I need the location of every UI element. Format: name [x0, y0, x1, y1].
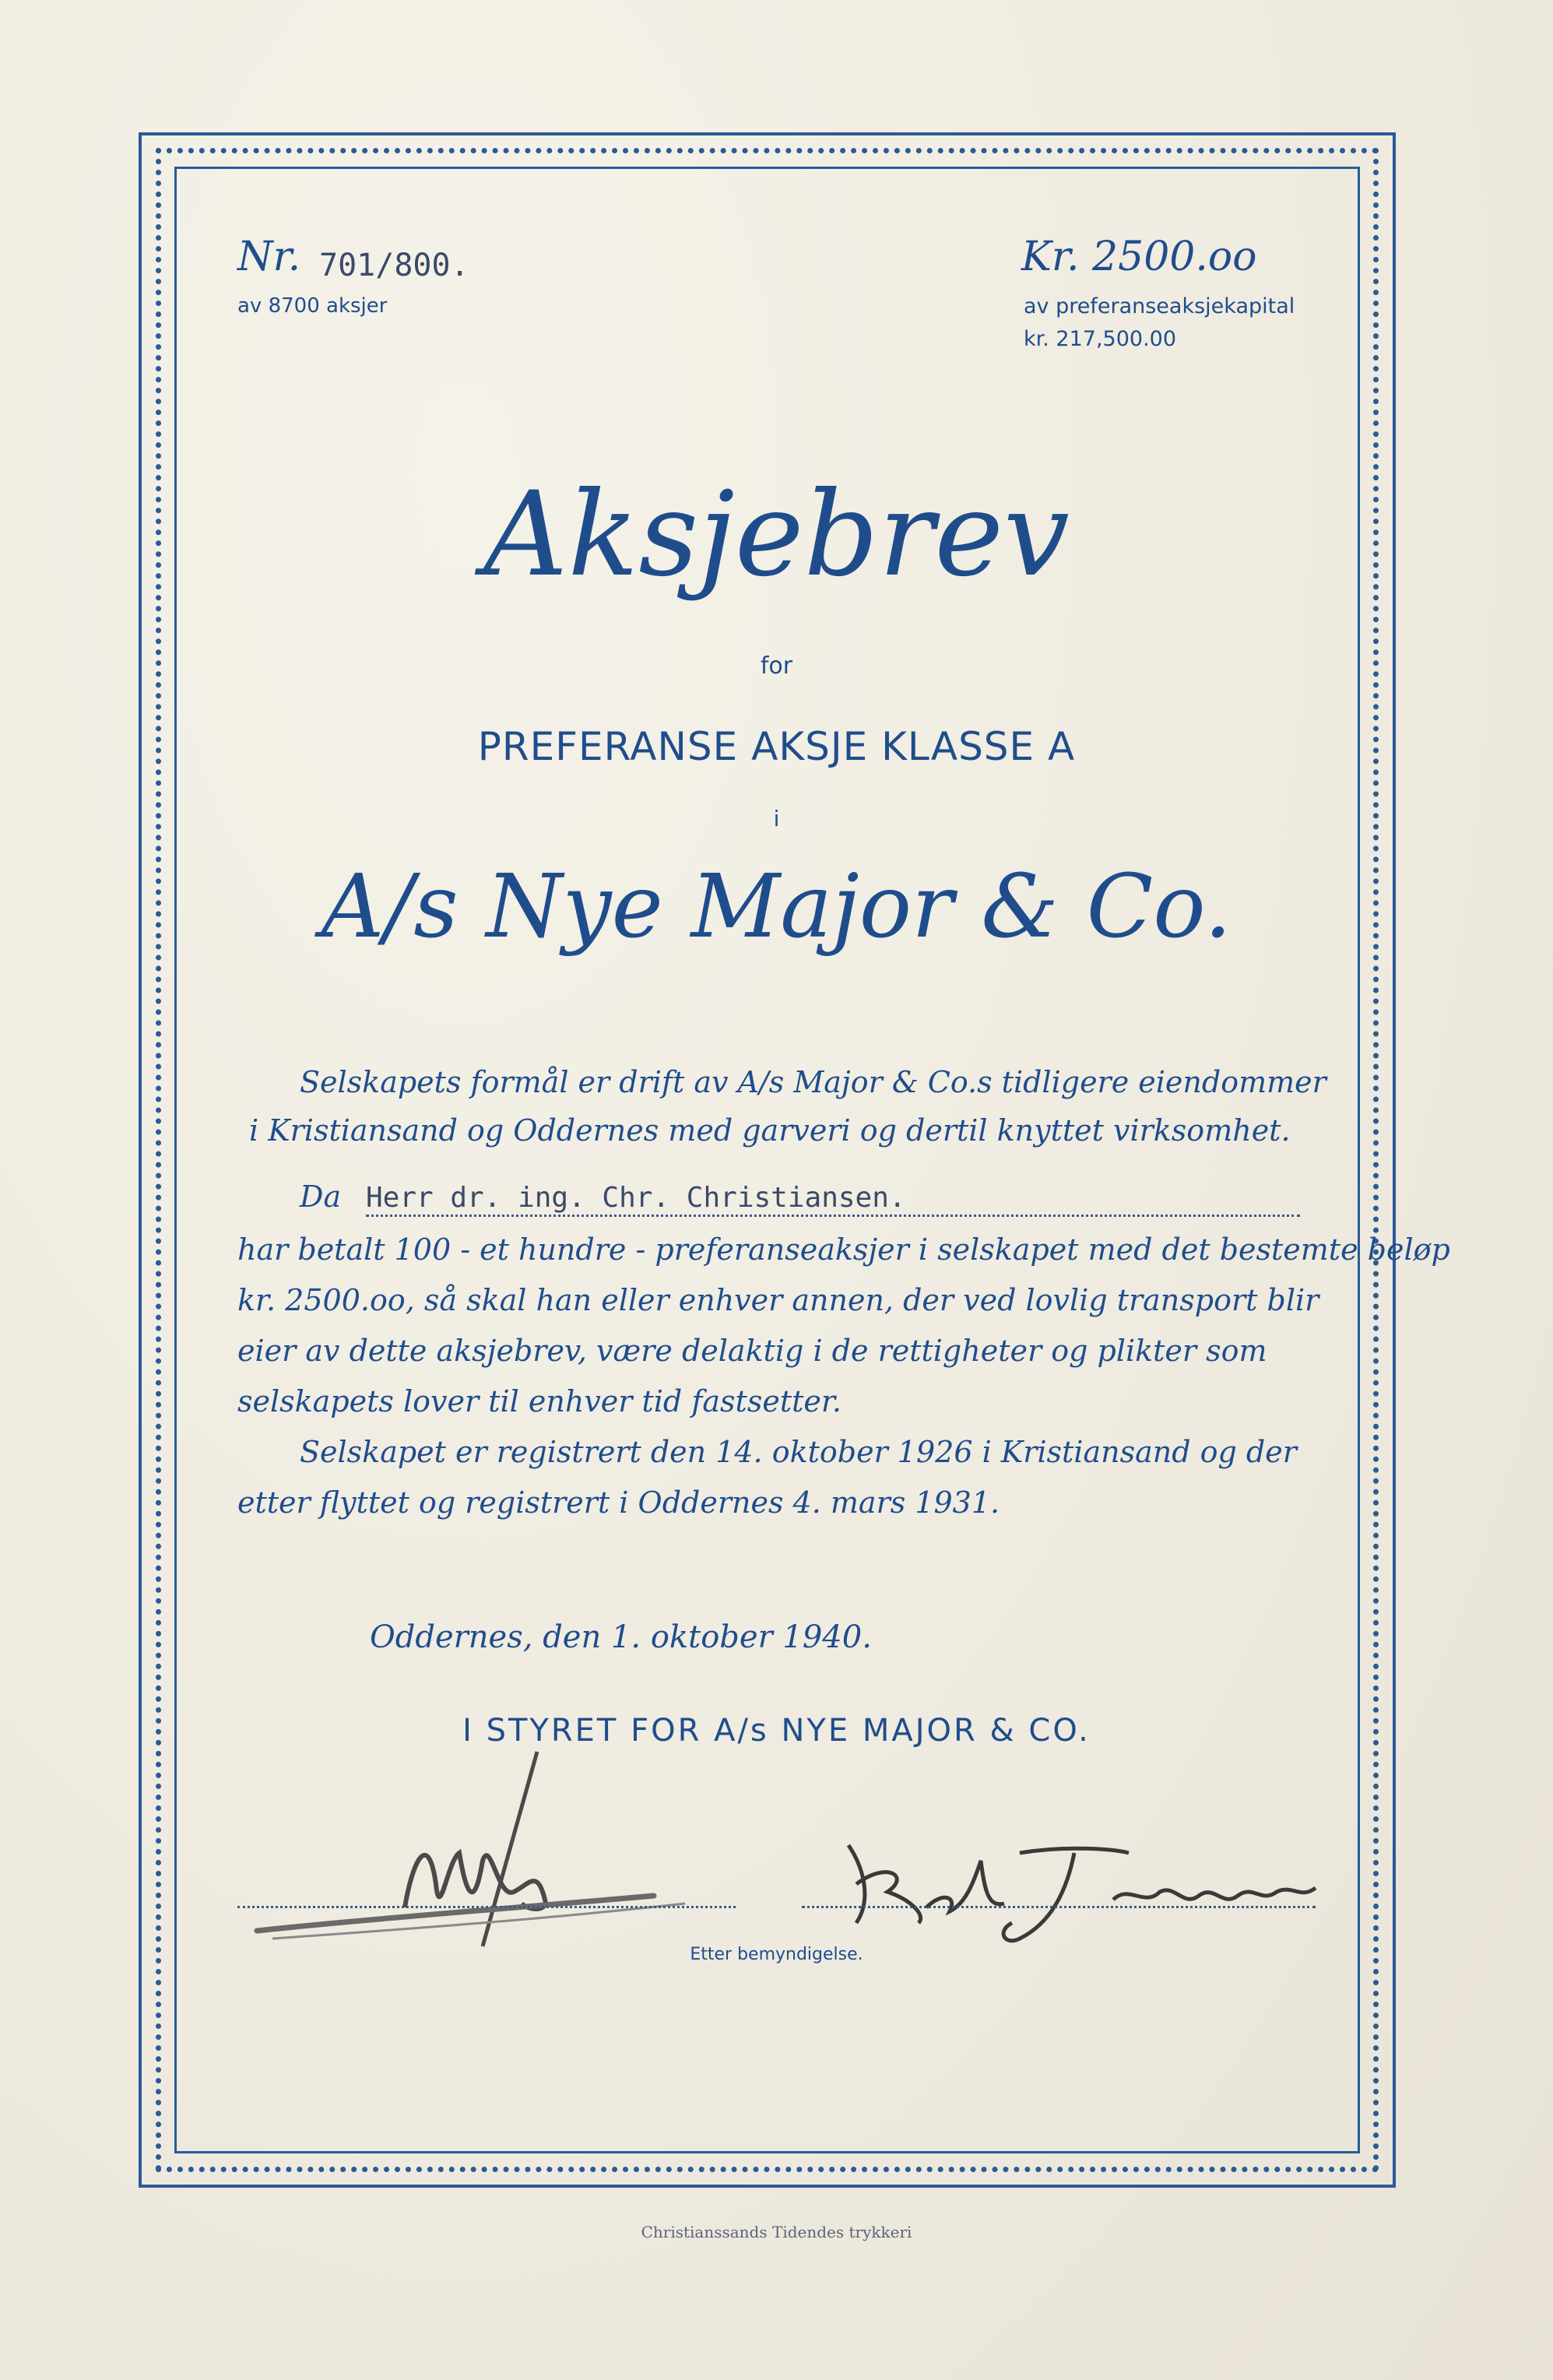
printer-imprint: Christianssands Tidendes trykkeri — [641, 2223, 912, 2241]
issue-date: Oddernes, den 1. oktober 1940. — [370, 1619, 872, 1655]
company-name: A/s Nye Major & Co. — [321, 856, 1232, 958]
amount-label: Kr. 2500.oo — [1021, 234, 1257, 280]
share-class-title: PREFERANSE AKSJE KLASSE A — [477, 724, 1076, 769]
signature-right — [817, 1830, 1331, 1954]
signature-line-left — [237, 1906, 736, 1908]
certificate-number-label: Nr. — [237, 234, 301, 280]
authority-note: Etter bemyndigelse. — [690, 1945, 863, 1964]
board-heading: I STYRET FOR A/s NYE MAJOR & CO. — [462, 1713, 1091, 1749]
body-line-2: i Kristiansand og Oddernes med garveri og dertil knyttet virksomhet. — [249, 1113, 1291, 1148]
i-word: i — [773, 806, 780, 831]
for-word: for — [760, 652, 793, 680]
body-line-7: selskapets lover til enhver tid fastsetter. — [237, 1384, 842, 1419]
signature-line-right — [802, 1906, 1316, 1908]
holder-name: Herr dr. ing. Chr. Christiansen. — [366, 1182, 906, 1214]
holder-label: Da — [300, 1179, 342, 1214]
body-line-1: Selskapets formål er drift av A/s Major & Co.s tidligere eiendommer — [300, 1065, 1326, 1099]
body-line-5: kr. 2500.oo, så skal han eller enhver annen, der ved lovlig transport blir — [237, 1283, 1319, 1317]
body-line-9: etter flyttet og registrert i Oddernes 4. mars 1931. — [237, 1485, 1000, 1520]
total-shares-text: av 8700 aksjer — [237, 294, 388, 318]
signature-left — [249, 1744, 747, 1962]
body-line-6: eier av dette aksjebrev, være delaktig i de rettigheter og plikter som — [237, 1334, 1267, 1368]
body-line-8: Selskapet er registrert den 14. oktober 1926 i Kristiansand og der — [300, 1435, 1297, 1469]
capital-amount-text: kr. 217,500.00 — [1024, 327, 1177, 351]
body-line-4: har betalt 100 - et hundre - preferanseaksjer i selskapet med det bestemte beløp — [237, 1232, 1450, 1267]
certificate-number-value: 701/800. — [319, 248, 469, 283]
document-title: Aksjebrev — [483, 467, 1070, 603]
holder-dotted-line — [366, 1215, 1300, 1217]
capital-type-text: av preferanseaksjekapital — [1024, 294, 1295, 318]
